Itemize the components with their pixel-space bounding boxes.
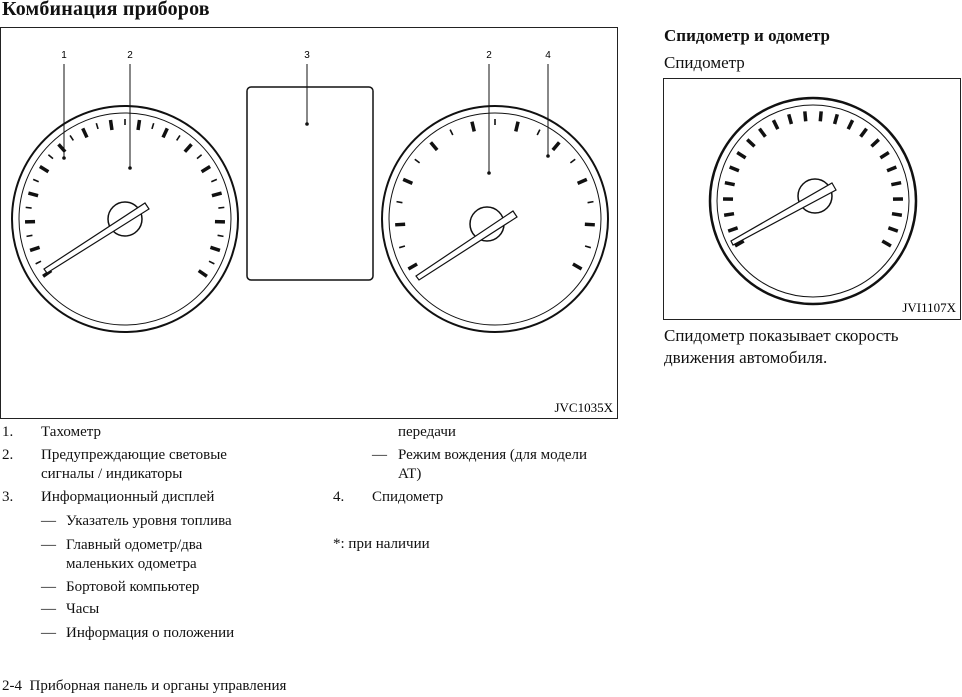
gauge-tick [888,228,897,231]
subitem-odometer-line1: Главный одометр/два [66,537,203,553]
gauge-tick [408,264,417,269]
gauge-tick [30,247,39,250]
section-heading: Спидометр и одометр [664,26,830,45]
page-footer [2,678,286,695]
description-line2: движения автомобиля. [664,348,828,367]
gauge-tick [861,129,867,137]
speedometer-gauge [382,106,608,332]
speedometer-figure [663,78,961,320]
gauge-tick [553,142,559,150]
item-1-number: 1. [2,424,14,440]
gauge-tick [209,261,214,264]
instrument-cluster-figure [0,27,618,419]
gauge-tick [835,114,838,124]
gauge-tick [773,120,777,129]
item-1-text: Тахометр [41,424,101,440]
subitem-clock: Часы [66,601,100,617]
information-display [247,87,373,280]
description-line1: Спидометр показывает скорость [664,326,899,345]
gauge-tick [399,246,405,248]
gauge-tick [111,120,112,130]
speedometer-description [664,325,959,369]
chapter-title: Приборная панель и органы управления [29,678,287,694]
dash: — [41,513,56,529]
gauge-tick [578,179,587,183]
page-title: Комбинация приборов [2,0,210,20]
gauge-tick [570,159,575,163]
subitem-mode-line2: AT) [398,466,422,482]
callout-3: 3 [304,50,310,61]
gauge-tick [83,128,87,137]
gauge-tick [202,167,211,172]
item-2-text-line1: Предупреждающие световые [41,447,227,463]
gauge-tick [585,246,591,248]
gauge-tick [588,202,594,203]
gauge-tick [218,235,224,236]
gauge-tick [177,135,180,140]
subitem-fuel: Указатель уровня топлива [66,513,232,529]
gauge-tick [848,120,852,129]
gauge-tick [472,122,474,132]
subitem-gear-line1: Информация о положении [66,625,235,641]
gauge-tick [197,155,202,159]
callout-2-left: 2 [127,50,133,61]
tachometer-gauge [12,106,238,332]
gauge-tick [397,202,403,203]
gauge-tick [138,120,139,130]
subitem-odometer-line2: маленьких одометра [66,556,197,572]
gauge-tick [211,179,217,181]
dash: — [41,625,56,641]
gauge-tick [789,114,792,124]
gauge-tick [805,111,806,121]
figure-code-2: JVI1107X [902,300,956,315]
dash: — [41,537,56,553]
gauge-tick [33,179,39,181]
gauge-tick [516,122,518,132]
gauge-tick [585,224,595,225]
gauge-tick [880,152,888,157]
item-2-text-line2: сигналы / индикаторы [41,466,183,482]
item-3-text: Информационный дисплей [41,489,215,505]
item-4-text: Спидометр [372,489,444,505]
subitem-mode-line1: Режим вождения (для модели [398,447,588,463]
gauge-tick [730,167,739,171]
gauge-tick [185,144,192,151]
gauge-tick [48,155,53,159]
gauge-tick [163,128,167,137]
subitem-computer: Бортовой компьютер [66,579,200,595]
dash: — [372,447,387,463]
page-number: 2-4 [2,678,22,694]
gauge-tick [882,241,891,246]
gauge-tick [737,152,745,157]
item-3-number: 3. [2,489,14,505]
gauge-tick [537,130,540,135]
cluster-illustration [1,28,617,418]
subitem-gear-line2: передачи [398,424,456,440]
gauge-tick [152,123,154,129]
gauge-tick [218,207,224,208]
gauge-tick [199,271,207,277]
gauge-tick [759,129,765,137]
gauge-tick [28,193,38,196]
gauge-tick [70,135,73,140]
gauge-tick [747,140,754,147]
gauge-tick [725,183,735,185]
gauge-tick [573,264,582,269]
callout-1: 1 [61,50,67,61]
gauge-tick [403,179,412,183]
gauge-tick [871,140,878,147]
dash: — [41,601,56,617]
gauge-tick [96,123,98,129]
gauge-tick [395,224,405,225]
callout-2-right: 2 [486,50,492,61]
gauge-tick [431,142,437,150]
callout-4: 4 [545,50,551,61]
gauge-tick [724,214,734,216]
gauge-tick [36,261,41,264]
item-4-number: 4. [333,489,345,505]
gauge-tick [892,214,902,216]
figure-code: JVC1035X [554,400,613,415]
item-2-number: 2. [2,447,14,463]
gauge-tick [450,130,453,135]
gauge-tick [820,111,821,121]
gauge-tick [26,207,32,208]
gauge-tick [27,235,33,236]
dash: — [41,579,56,595]
section-subheading: Спидометр [664,53,745,72]
gauge-tick [210,247,219,250]
speedometer-illustration [664,79,960,319]
footnote: *: при наличии [333,536,430,552]
gauge-tick [728,228,737,231]
callout-lines [64,64,548,173]
gauge-tick [887,167,896,171]
gauge-tick [891,183,901,185]
gauge-tick [415,159,420,163]
gauge-tick [212,193,222,196]
gauge-tick [40,167,49,172]
